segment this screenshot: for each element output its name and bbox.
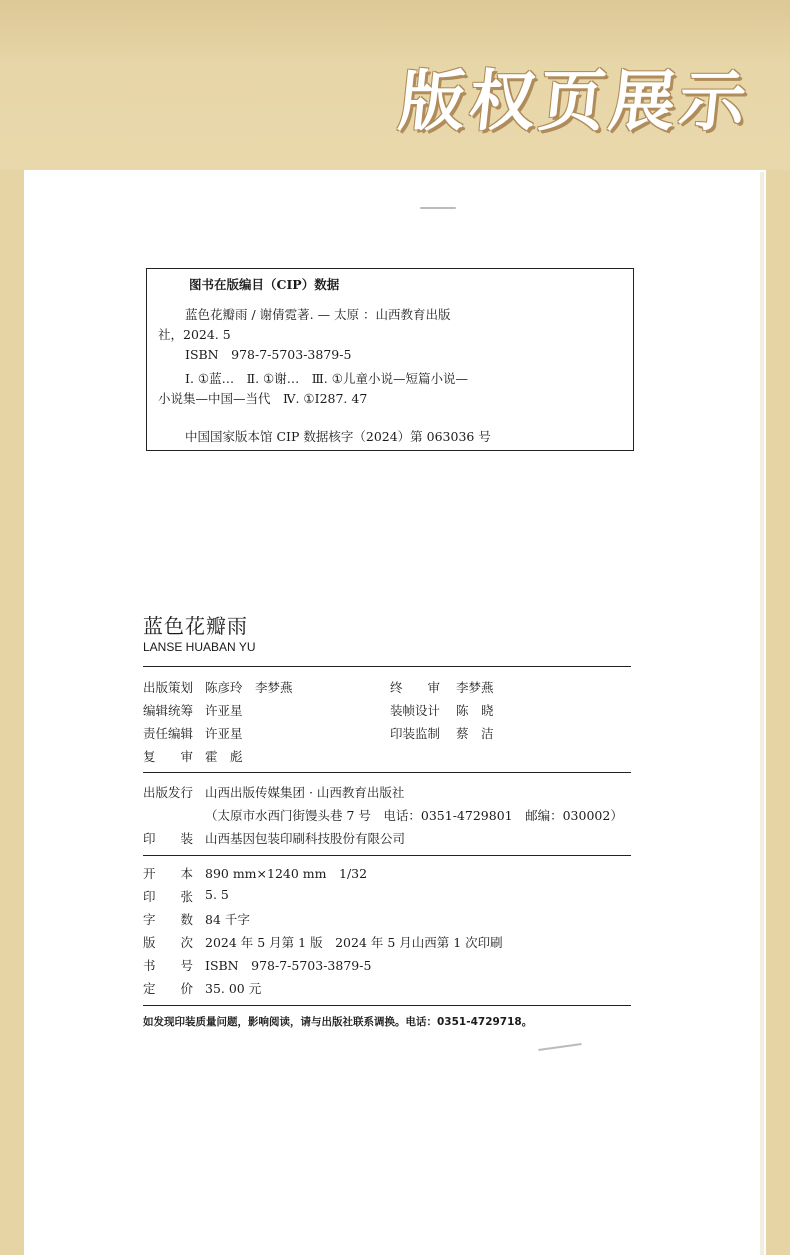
credit-value: 李梦燕 xyxy=(456,680,494,695)
credit-label: 装帧设计 xyxy=(390,703,441,718)
cip-line: 社，2024. 5 xyxy=(158,327,231,342)
banner-title: 版权页展示 xyxy=(395,63,754,140)
spec-value: 84 千字 xyxy=(205,912,250,927)
credit-value: 陈 晓 xyxy=(456,703,494,718)
publisher-name: 山西出版传媒集团 · 山西教育出版社 xyxy=(205,785,405,800)
spec-value: 890 mm×1240 mm 1/32 xyxy=(205,866,368,881)
credit-label: 出版策划 xyxy=(143,680,194,695)
scan-speck xyxy=(420,207,456,209)
cip-line: 小说集—中国—当代 Ⅳ. ①I287. 47 xyxy=(158,391,368,406)
credit-label: 责任编辑 xyxy=(143,726,194,741)
quality-notice: 如发现印装质量问题，影响阅读，请与出版社联系调换。电话：0351-4729718。 xyxy=(143,1016,533,1028)
credit-label: 编辑统筹 xyxy=(143,703,194,718)
divider xyxy=(143,1005,631,1006)
divider xyxy=(143,772,631,773)
credit-label: 印装监制 xyxy=(390,726,441,741)
divider xyxy=(143,855,631,856)
cip-data-box xyxy=(146,268,634,451)
spec-label: 开 本 xyxy=(143,866,194,881)
banner xyxy=(0,0,790,170)
spec-label: 印 张 xyxy=(143,889,194,904)
spec-label: 字 数 xyxy=(143,912,194,927)
publisher-address: （太原市水西门街馒头巷 7 号 电话：0351-4729801 邮编：030002） xyxy=(205,808,623,823)
spec-label: 书 号 xyxy=(143,958,194,973)
cip-line: 中国国家版本馆 CIP 数据核字（2024）第 063036 号 xyxy=(185,429,491,444)
cip-heading: 图书在版编目（CIP）数据 xyxy=(189,277,340,292)
spec-label: 版 次 xyxy=(143,935,194,950)
printer-name: 山西基因包装印刷科技股份有限公司 xyxy=(205,831,406,846)
divider xyxy=(143,666,631,667)
page-edge xyxy=(760,172,764,1255)
cip-line: 蓝色花瓣雨 / 谢倩霓著. — 太原 ：山西教育出版 xyxy=(185,307,451,322)
credit-label: 复 审 xyxy=(143,749,194,764)
credit-value: 陈彦玲 李梦燕 xyxy=(205,680,293,695)
publisher-label: 出版发行 xyxy=(143,785,194,800)
spec-value: ISBN 978-7-5703-3879-5 xyxy=(205,958,372,973)
printer-label: 印 装 xyxy=(143,831,194,846)
book-title-pinyin: LANSE HUABAN YU xyxy=(143,640,256,654)
cip-line: Ⅰ. ①蓝… Ⅱ. ①谢… Ⅲ. ①儿童小说—短篇小说— xyxy=(185,371,468,386)
spec-value: 5. 5 xyxy=(205,887,229,902)
spec-value: 2024 年 5 月第 1 版 2024 年 5 月山西第 1 次印刷 xyxy=(205,935,503,950)
credit-value: 许亚星 xyxy=(205,703,243,718)
cip-line: ISBN 978-7-5703-3879-5 xyxy=(185,347,352,362)
credit-value: 蔡 洁 xyxy=(456,726,494,741)
credit-value: 许亚星 xyxy=(205,726,243,741)
spec-label: 定 价 xyxy=(143,981,194,996)
credit-label: 终 审 xyxy=(390,680,441,695)
spec-value: 35. 00 元 xyxy=(205,981,262,996)
credit-value: 霍 彪 xyxy=(205,749,243,764)
book-title: 蓝色花瓣雨 xyxy=(143,614,248,638)
